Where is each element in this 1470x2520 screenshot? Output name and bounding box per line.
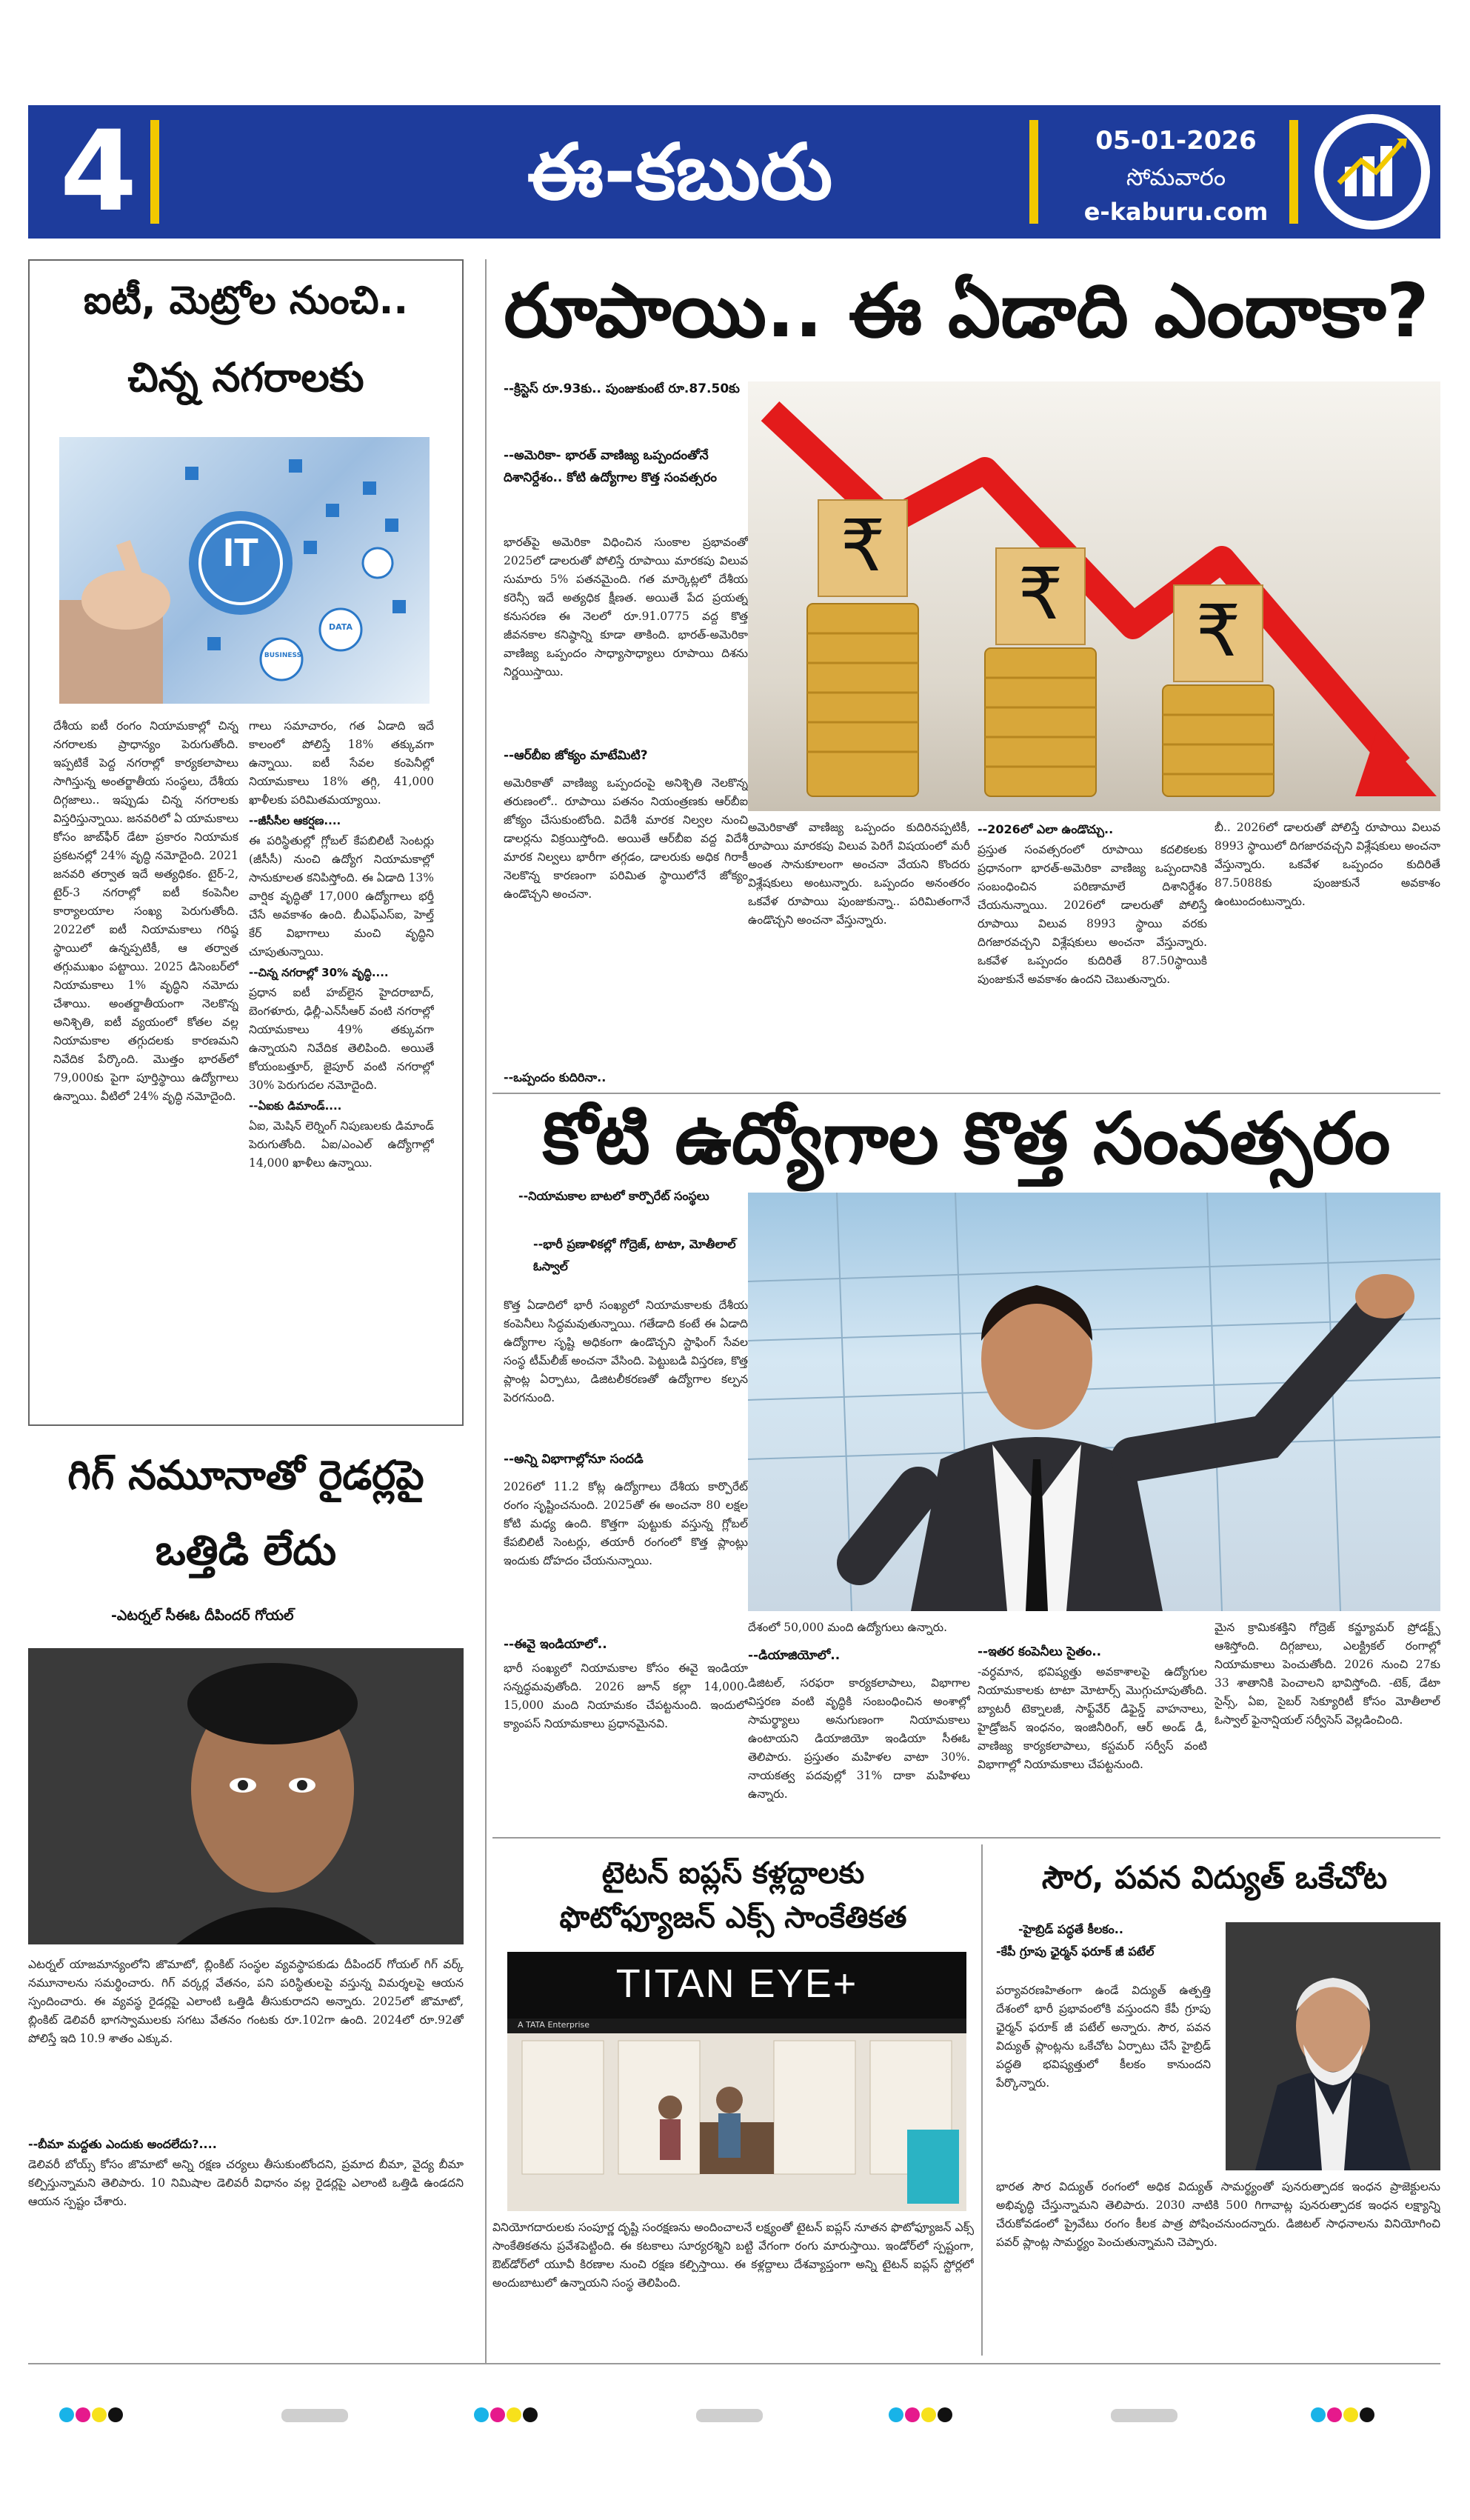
cyan-mark-icon <box>889 2407 903 2422</box>
print-registration-marks <box>474 2407 539 2425</box>
svg-text:₹: ₹ <box>1018 553 1063 636</box>
story-jobs-subhead: --నియామకాల బాటలో కార్పొరేట్ సంస్థలు <box>518 1189 709 1203</box>
story-jobs-col <box>978 1619 1207 1826</box>
story-it-paragraph: ఈ పరిస్థితుల్లో గ్లోబల్ కేపబిలిటీ సెంటర్లు (జీసీసీ) నుంచి ఉద్యోగ నియామకాల్లో సానుకూలత కనిపిస్తోంది. ఈ ఏడాది 13% వార్షిక వృద్ధితో 17,000 ఉద్యోగాలు భర్తీ చేసే అవకాశం ఉంది. బీఎఫ్ఎస్ఐ, హెల్త్ కేర్ విభాగాలు మంచి వృద్ధిని చూపుతున్నాయి. <box>249 834 434 959</box>
story-rupee-body: ప్రస్తుత సంవత్సరంలో రూపాయి కదలికలకు ప్రధానంగా భారత్-అమెరికా వాణిజ్య ఒప్పందానికి సంబంధించిన పరిణామాలే దిశానిర్దేశం చేయనున్నాయి. 2026లో డాలరుతో పోలిస్తే రూపాయి విలువ 8993 స్థాయి వరకు దిగజారవచ్చని విశ్లేషకులు అంచనా వేస్తున్నారు. ఒకవేళ ఒప్పందం కుదిరితే 87.50స్థాయికి పుంజుకునే అవకాశం ఉందని చెబుతున్నారు. <box>978 843 1207 986</box>
story-jobs-subhead: --ఇతర కంపెనీలు సైతం.. <box>978 1644 1102 1659</box>
issue-date: 05-01-2026 <box>1095 126 1257 156</box>
column-divider <box>485 259 487 2363</box>
story-solar-body: పర్యావరణహితంగా ఉండే విద్యుత్ ఉత్పత్తి దేశంలో భారీ ప్రభావంలోకి వస్తుందని కేపీ గ్రూపు ఛైర్మన్ ఫరూక్ జీ పటేల్ అన్నారు. సౌర, పవన విద్యుత్ ప్లాంట్లను ఒకేచోట ఏర్పాటు చేసే హైబ్రిడ్ పద్ధతి భవిష్యత్తులో కీలకం కానుందని పేర్కొన్నారు. <box>996 1984 1211 2090</box>
masthead-divider <box>150 120 159 224</box>
page-bottom-rule <box>28 2363 1440 2364</box>
story-rupee-body: భారత్‌పై అమెరికా విధించిన సుంకాల ప్రభావంతో 2025లో డాలరుతో పోలిస్తే రూపాయి మారకపు విలువ సుమారు 5% పతనమైంది. గత మార్కెట్లలో దేశీయ కరెన్సీ ఇదే అత్యధిక క్షీణత. అయితే పేద ప్రయత్న కనుసరణ ఈ నెలలో రూ.91.0775 వద్ద కొత్త జీవనకాల కనిష్ఠాన్ని కూడా తాకింది. భారత్-అమెరికా వాణిజ్య ఒప్పందం సాధ్యాసాధ్యాలు రూపాయి దిశను నిర్ణయిస్తాయి. <box>504 536 748 679</box>
story-rupee-col <box>978 819 1207 1063</box>
story-rupee-body: అమెరికాతో వాణిజ్య ఒప్పందంపై అనిశ్చితి నెలకొన్న తరుణంలో.. రూపాయి పతనం నియంత్రణకు ఆర్‌బీఐ జోక్యం చేసుకుంటోంది. విదేశీ మారక నిల్వల నుంచి డాలర్లను విక్రయిస్తోంది. అయితే ఆర్‌బీఐ వద్ద విదేశీ మారక నిల్వలు భారీగా తగ్గడం, డాలరుకు అధిక గిరాకీ నెలకొన్న కారణంగా పరిమిత స్థాయిలోనే జోక్యం ఉండొచ్చని అంచనా. <box>504 776 748 901</box>
svg-text:₹: ₹ <box>840 504 886 587</box>
black-mark-icon <box>523 2407 538 2422</box>
store-sub-sign: A TATA Enterprise <box>518 2020 590 2030</box>
story-it-paragraph: ఏఐ, మెషిన్ లెర్నింగ్ నిపుణులకు డిమాండ్ పెరుగుతోంది. ఏఐ/ఎంఎల్ ఉద్యోగాల్లో 14,000 ఖాళీలు ఉన్నాయి. <box>249 1119 434 1170</box>
page-number: 4 <box>59 107 138 236</box>
story-solar-byline: -కేపీ గ్రూపు ఛైర్మన్ ఫరూక్ జీ పటేల్ <box>996 1944 1155 1959</box>
magenta-mark-icon <box>905 2407 920 2422</box>
story-it-image <box>59 437 430 704</box>
story-jobs-subhead: --భారీ ప్రణాళికల్లో గోద్రెజ్, టాటా, మోతీలాల్ ఓస్వాల్ <box>533 1237 736 1273</box>
it-image-tag: BUSINESS <box>264 652 302 659</box>
story-it-paragraph: ప్రధాన ఐటీ హబ్‌లైన హైదరాబాద్, బెంగళూరు, ఢిల్లీ-ఎన్‌సీఆర్ వంటి నగరాల్లో నియామకాలు 49% తక్కువగా ఉన్నాయని నివేదిక తెలిపింది. అయితే కోయంబత్తూర్, జైపూర్ వంటి నగరాల్లో 30% పెరుగుదల నమోదైంది. <box>249 986 434 1092</box>
masthead <box>28 105 1440 239</box>
story-gig-photo <box>28 1648 464 1944</box>
story-solar-headline: సౌర, పవన విద్యుత్ ఒకేచోట <box>1041 1859 1388 1896</box>
story-jobs-subhead: --డియాజియోలో.. <box>748 1648 841 1663</box>
story-jobs-body: డిజిటల్, సరఫరా కార్యకలాపాలు, విభాగాల విస్తరణ వంటి వృద్ధికి సంబంధించిన అంశాల్లో సామర్థ్యాలు అనుగుణంగా నియామకాలు ఉంటాయని డియాజియో ఇండియా సీఈఓ తెలిపారు. ప్రస్తుతం మహిళల వాటా 30%. నాయకత్వ పదవుల్లో 31% దాకా మహిళలు ఉన్నారు. <box>748 1676 970 1801</box>
story-jobs-photo <box>748 1193 1440 1611</box>
brand-title: ఈ-కబురు <box>527 127 833 217</box>
story-solar-byline: -హైబ్రిడ్ పద్ధతే కీలకం.. <box>1018 1922 1123 1936</box>
issue-day: సోమవారం <box>1126 163 1226 191</box>
story-it-body-col2 <box>249 717 434 1421</box>
story-jobs-body: -వర్ధమాన, భవిష్యత్తు అవకాశాలపై ఉద్యోగుల నియామకాలకు టాటా మోటార్స్ మొగ్గుచూపుతోంది. బ్యాటరీ టెక్నాలజీ, సాఫ్ట్‌వేర్ డిఫైన్డ్ వాహనాలు, హైడ్రోజన్ ఇంధనం, ఇంజినీరింగ్, ఆర్ అండ్ డీ, వాణిజ్య కార్యకలాపాలు, కస్టమర్ సర్వీస్ వంటి విభాగాల్లో నియామకాలు చేపట్టనుంది. <box>978 1665 1207 1771</box>
story-jobs-subhead: --అన్ని విభాగాల్లోనూ సందడి <box>504 1452 644 1467</box>
story-titan-headline-line1: టైటన్ ఐప్లస్ కళ్లద్దాలకు <box>601 1856 865 1890</box>
cyan-mark-icon <box>1311 2407 1326 2422</box>
story-rupee-subhead: --అమెరికా- భారత్ వాణిజ్య ఒప్పందంతోనే దిశానిర్దేశం.. కోటి ఉద్యోగాల కొత్త సంవత్సరం <box>504 448 718 485</box>
story-rupee-subhead: --2026లో ఎలా ఉండొచ్చు.. <box>978 822 1114 836</box>
story-gig-subhead: --బీమా మద్దతు ఎందుకు అందలేదు?.... <box>28 2137 217 2151</box>
it-image-label: IT <box>223 530 258 575</box>
story-titan-headline-line2: ఫొటోఫ్యూజన్ ఎక్స్ సాంకేతికత <box>559 1901 907 1935</box>
story-it-subhead: --ఏఐకు డిమాండ్.... <box>249 1099 342 1113</box>
website-link[interactable]: e-kaburu.com <box>1083 198 1269 226</box>
story-rupee-body: అమెరికాతో వాణిజ్య ఒప్పందం కుదిరినప్పటికీ, రూపాయి మారకపు విలువ పెరిగే విషయంలో మరీ అంత సానుకూలంగా అంచనా వేయని కొందరు విశ్లేషకులు అంటున్నారు. ఒప్పందం అనంతరం ఒకవేళ రూపాయి పుంజుకున్నా.. పరిమితంగానే ఉండొచ్చని అంచనా వేస్తున్నారు. <box>748 821 970 927</box>
it-image-tag: DATA <box>329 622 353 632</box>
story-it-subhead: --జీసీసీల ఆకర్షణ.... <box>249 814 341 827</box>
masthead-divider <box>1289 120 1298 224</box>
section-divider <box>492 1093 1440 1094</box>
story-jobs-body: 2026లో 11.2 కోట్ల ఉద్యోగాలు దేశీయ కార్పొరేట్ రంగం సృష్టించనుంది. 2025తో ఈ అంచనా 80 లక్షల కోటి మధ్య ఉంది. కొత్తగా పుట్టుకు వస్తున్న గ్లోబల్ కేపబిలిటీ సెంటర్లు, తయారీ రంగంలో కొత్త ప్లాంట్లు ఇందుకు దోహదం చేయనున్నాయి. <box>504 1480 748 1567</box>
magenta-mark-icon <box>1327 2407 1342 2422</box>
yellow-mark-icon <box>921 2407 936 2422</box>
yellow-mark-icon <box>507 2407 521 2422</box>
story-rupee-subhead: --ఆర్‌బీఐ జోక్యం మాటేమిటి? <box>504 748 648 763</box>
story-titan-photo <box>507 1952 966 2211</box>
story-jobs-body: కొత్త ఏడాదిలో భారీ సంఖ్యలో నియామకాలకు దేశీయ కంపెనీలు సిద్ధమవుతున్నాయి. గతేడాది కంటే ఈ ఏడాది ఉద్యోగాల సృష్టి అధికంగా ఉండొచ్చని స్టాఫింగ్ సేవల సంస్థ టీమ్‌లీజ్ అంచనా వేసింది. పెట్టుబడి విస్తరణ, కొత్త ప్లాంట్ల ఏర్పాటు, డిజిటలీకరణతో ఉద్యోగాల కల్పన పెరగనుంది. <box>504 1299 748 1404</box>
store-sign: TITAN EYE+ <box>615 1961 858 2006</box>
story-jobs-body: మైన క్రామికశక్తిని గోద్రెజ్ కన్జ్యూమర్ ప్రోడక్ట్స్ ఆశిస్తోంది. దిగ్గజాలు, ఎలక్ట్రికల్ రంగాల్లో నియామకాలు పెంచుతోంది. 2026 నుంచి 27కు 33 శాతానికి పెంచాలని భావిస్తోంది. -టెక్, డేటా సైన్స్, ఏఐ, సైబర్ సెక్యూరిటీ కోసం మోతీలాల్ ఓస్వాల్ ఫైనాన్షియల్ సర్వీసెస్ వెల్లడించింది. <box>1215 1621 1440 1727</box>
cyan-mark-icon <box>59 2407 74 2422</box>
story-it-paragraph: గాలు సమాచారం, గత ఏడాది ఇదే కాలంలో పోలిస్తే 18% తక్కువగా ఉన్నాయి. ఐటీ సేవల కంపెనీల్లో నియామకాలు 18% తగ్గి, 41,000 ఖాళీలకు పరిమితమయ్యాయి. <box>249 719 434 807</box>
gray-bar-mark <box>1111 2409 1177 2422</box>
story-gig-byline: -ఎటర్నల్ సీఈఓ దీపిందర్ గోయల్ <box>111 1607 294 1624</box>
story-jobs-body: దేశంలో 50,000 మంది ఉద్యోగులు ఉన్నారు. <box>748 1621 948 1634</box>
gray-bar-mark <box>281 2409 348 2422</box>
story-gig-body: ఎటర్నల్ యాజమాన్యంలోని జొమాటో, బ్లింకిట్ సంస్థల వ్యవస్థాపకుడు దీపిందర్ గోయల్ గిగ్ వర్క్ నమూనాలను సమర్థించారు. గిగ్ వర్కర్ల వేతనం, పని పరిస్థితులపై వస్తున్న విమర్శలపై ఆయన స్పందించారు. ఈ వ్యవస్థ రైడర్లపై ఎలాంటి ఒత్తిడి తీసుకురాదని అన్నారు. 2025లో జొమాటో, బ్లింకిట్ డెలివరీ భాగస్వాములకు సగటు వేతనం గంటకు రూ.102గా ఉంది. 2024లో రూ.92తో పోలిస్తే ఇది 10.9 శాతం ఎక్కువ. <box>28 1958 464 2045</box>
story-jobs-body: భారీ సంఖ్యలో నియామకాల కోసం ఈవై ఇండియా సన్నద్ధమవుతోంది. 2026 జూన్ కల్లా 14,000-15,000 మంది నియామకం చేపట్టనుంది. ఇందులో క్యాంపస్ నియామకాలు ప్రధానమైనవి. <box>504 1661 748 1730</box>
story-it-subhead: --చిన్న నగరాల్లో 30% వృద్ధి.... <box>249 966 389 979</box>
story-it-body-col1: దేశీయ ఐటీ రంగం నియామకాల్లో చిన్న నగరాలకు ప్రాధాన్యం పెరుగుతోంది. ఇప్పటికే పెద్ద నగరాల్లో కార్యకలాపాలు సాగిస్తున్న అంతర్జాతీయ సంస్థలు, దేశీయ దిగ్గజాలు.. ఇప్పుడు చిన్న నగరాలకు విస్తరిస్తున్నాయి. జనవరిలో ఏ యామకాలు కోసం జాబ్‌ఫీర్ డేటా ప్రకారం నియామక ప్రకటనల్లో 24% వృద్ధి నమోదైంది. 2021 జనవరి తర్వాత ఇదే అత్యధికం. టైర్-2, టైర్-3 నగరాల్లో ఐటీ కంపెనీల కార్యాలయాల సంఖ్య పెరుగుతోంది. 2022లో ఐటీ నియామకాలు గరిష్ఠ స్థాయిలో ఉన్నప్పటికీ, ఆ తర్వాత తగ్గుముఖం పట్టాయి. 2025 డిసెంబర్‌లో నియామకాలు 1% వృద్ధిని నమోదు చేశాయి. అంతర్జాతీయంగా నెలకొన్న అనిశ్చితి, ఐటీ వ్యయంలో కోతల వల్ల నియామకాల తగ్గుదలకు కారణమని నివేదిక పేర్కొంది. మొత్తం భారత్‌లో 79,000కు పైగా పూర్తిస్థాయి ఉద్యోగాలు ఉన్నాయి. వీటిలో 24% వృద్ధి నమోదైంది. <box>53 719 238 1103</box>
story-gig-body-2: డెలివరీ బోయ్స్ కోసం జొమాటో అన్ని రక్షణ చర్యలు తీసుకుంటోందని, ప్రమాద బీమా, వైద్య బీమా కల్పిస్తున్నామని తెలిపారు. 10 నిమిషాల డెలివరీ విధానం వల్ల రైడర్లపై ఎలాంటి ఒత్తిడి ఉండదని ఆయన స్పష్టం చేశారు. <box>28 2158 464 2208</box>
black-mark-icon <box>938 2407 952 2422</box>
story-gig-headline-line2: ఒత్తిడి లేదు <box>155 1527 337 1575</box>
gray-bar-mark <box>696 2409 763 2422</box>
print-registration-marks <box>1311 2407 1376 2425</box>
story-gig-headline-line1: గిగ్ నమూనాతో రైడర్లపై <box>67 1452 424 1499</box>
story-solar-body: భారత సౌర విద్యుత్ రంగంలో అధిక విద్యుత్ సామర్థ్యంతో పునరుత్పాదక ఇంధన ప్రాజెక్టులను అభివృద్ధి చేస్తున్నామని తెలిపారు. 2030 నాటికి 500 గిగావాట్ల పునరుత్పాదక ఇంధన లక్ష్యాన్ని చేరుకోవడంలో ప్రైవేటు రంగం కీలక పాత్ర పోషించనుందన్నారు. డిజిటల్ సాధనాలను వినియోగించి పవర్ ప్లాంట్ల సామర్థ్యం పెంచుతున్నామని చెప్పారు. <box>996 2180 1440 2249</box>
magenta-mark-icon <box>76 2407 90 2422</box>
magenta-mark-icon <box>490 2407 505 2422</box>
brand-logo-icon <box>1309 109 1435 235</box>
masthead-divider <box>1029 120 1038 224</box>
print-registration-marks <box>59 2407 124 2425</box>
story-rupee-headline: రూపాయి.. ఈ ఏడాది ఎందాకా? <box>504 267 1429 354</box>
black-mark-icon <box>108 2407 123 2422</box>
story-jobs-headline: కోటి ఉద్యోగాల కొత్త సంవత్సరం <box>542 1097 1391 1180</box>
story-it-headline-line1: ఐటీ, మెట్రోల నుంచి.. <box>83 279 409 323</box>
story-jobs-subhead: --ఈవై ఇండియాలో.. <box>504 1637 607 1652</box>
section-divider <box>492 1837 1440 1839</box>
story-rupee-subhead: --ఒప్పందం కుదిరినా.. <box>504 1070 607 1084</box>
svg-text:₹: ₹ <box>1195 590 1241 673</box>
column-divider <box>981 1844 983 2356</box>
story-rupee-image <box>748 381 1440 811</box>
story-rupee-body: బీ.. 2026లో డాలరుతో పోలిస్తే రూపాయి విలువ 8993 స్థాయిలో దిగజారవచ్చని విశ్లేషకులు అంచనా వేస్తున్నారు. ఒకవేళ ఒప్పందం కుదిరితే 87.5088కు పుంజుకునే అవకాశం ఉంటుందంటున్నారు. <box>1215 821 1440 908</box>
story-it-headline-line2: చిన్న నగరాలకు <box>127 354 364 401</box>
cyan-mark-icon <box>474 2407 489 2422</box>
yellow-mark-icon <box>1343 2407 1358 2422</box>
story-solar-photo <box>1226 1922 1440 2170</box>
story-titan-body: వినియోగదారులకు సంపూర్ణ దృష్టి సంరక్షణను అందించాలనే లక్ష్యంతో టైటన్ ఐప్లస్ నూతన ఫొటోఫ్యూజన్ ఎక్స్ సాంకేతికతను ప్రవేశపెట్టింది. ఈ కటకాలు సూర్యరశ్మిని బట్టి వేగంగా రంగు మారుస్తాయి. ఇండోర్‌లో స్పష్టంగా, ఔట్‌డోర్‌లో యూవీ కిరణాల నుంచి రక్షణ కల్పిస్తాయి. ఈ కళ్లద్దాలు దేశవ్యాప్తంగా అన్ని టైటన్ ఐప్లస్ స్టోర్లలో అందుబాటులో ఉన్నాయని సంస్థ తెలిపింది. <box>492 2221 974 2290</box>
story-rupee-subhead: --క్రిస్టెస్ రూ.93కు.. పుంజుకుంటే రూ.87.50కు <box>504 381 740 396</box>
print-registration-marks <box>889 2407 954 2425</box>
yellow-mark-icon <box>92 2407 107 2422</box>
black-mark-icon <box>1360 2407 1374 2422</box>
